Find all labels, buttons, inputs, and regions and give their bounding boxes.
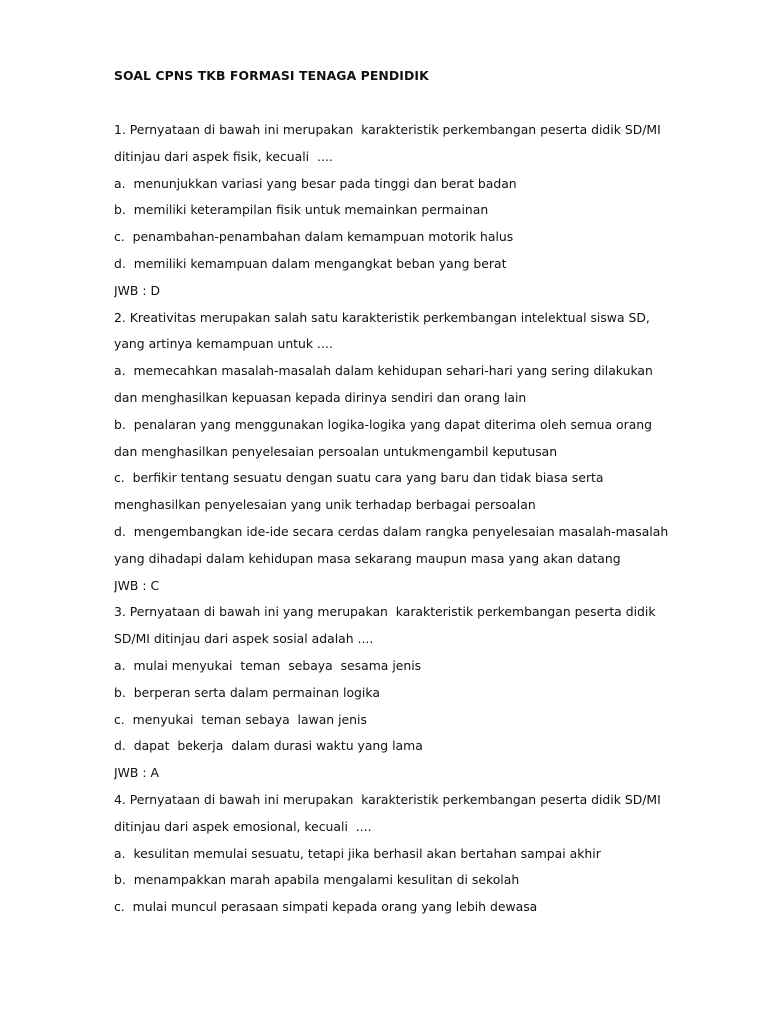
answer-option — [114, 468, 674, 495]
option-text: penalaran yang menggunakan logika-logika yang dapat diterima oleh semua orang — [133, 416, 653, 432]
option-text: menunjukkan variasi yang besar pada tinggi dan berat badan — [133, 175, 517, 191]
option-text: memecahkan masalah-masalah dalam kehidupan sehari-hari yang sering dilakukan — [133, 363, 653, 379]
question-number: 1. — [114, 122, 126, 137]
answer-option — [114, 227, 674, 254]
option-label: a. — [114, 363, 126, 379]
answer-key-text: JWB : C — [114, 577, 160, 593]
answer-option — [114, 683, 674, 710]
answer-key — [114, 281, 674, 308]
document-body — [114, 120, 674, 924]
question-stem-line — [114, 308, 674, 335]
answer-option-continuation — [114, 495, 674, 522]
question-stem-text: Pernyataan di bawah ini yang merupakan karakteristik perkembangan peserta didik — [129, 604, 656, 620]
answer-key-text: JWB : D — [114, 282, 160, 298]
option-label: b. — [114, 416, 126, 432]
option-text: yang dihadapi dalam kehidupan masa sekarang maupun masa yang akan datang — [114, 550, 621, 566]
document-title: SOAL CPNS TKB FORMASI TENAGA PENDIDIK — [114, 68, 429, 83]
answer-key-text: JWB : A — [114, 765, 159, 781]
option-label: b. — [114, 684, 126, 700]
option-label: c. — [114, 711, 125, 727]
question-stem-line — [114, 602, 674, 629]
answer-option — [114, 656, 674, 683]
option-text: mengembangkan ide-ide secara cerdas dalam rangka penyelesaian masalah-masalah — [133, 523, 669, 539]
question-number: 3. — [114, 604, 126, 620]
option-label: b. — [114, 202, 126, 218]
option-label: c. — [114, 470, 125, 486]
answer-option — [114, 710, 674, 737]
option-text: menyukai teman sebaya lawan jenis — [132, 711, 367, 727]
answer-option-continuation — [114, 442, 674, 469]
option-label: a. — [114, 657, 126, 673]
answer-option — [114, 897, 674, 924]
answer-option — [114, 200, 674, 227]
question-stem-line — [114, 817, 674, 844]
option-text: dan menghasilkan kepuasan kepada dirinya sendiri dan orang lain — [114, 389, 527, 405]
option-text: mulai menyukai teman sebaya sesama jenis — [133, 657, 422, 673]
option-text: menghasilkan penyelesaian yang unik terhadap berbagai persoalan — [114, 497, 536, 513]
option-text: memiliki keterampilan fisik untuk memainkan permainan — [133, 202, 489, 218]
question-stem-line — [114, 790, 674, 817]
answer-option-continuation — [114, 549, 674, 576]
option-text: memiliki kemampuan dalam mengangkat beban yang berat — [133, 255, 507, 271]
option-text: mulai muncul perasaan simpati kepada orang yang lebih dewasa — [132, 899, 538, 915]
option-text: dan menghasilkan penyelesaian persoalan untukmengambil keputusan — [114, 443, 558, 459]
answer-option — [114, 736, 674, 763]
option-text: berperan serta dalam permainan logika — [133, 684, 380, 700]
question-number: 2. — [114, 309, 126, 325]
answer-option — [114, 254, 674, 281]
option-text: berfikir tentang sesuatu dengan suatu cara yang baru dan tidak biasa serta — [132, 470, 604, 486]
answer-option — [114, 844, 674, 871]
question-stem-text: Pernyataan di bawah ini merupakan karakteristik perkembangan peserta didik SD/MI — [129, 791, 661, 807]
question-stem-text: SD/MI ditinjau dari aspek sosial adalah .... — [114, 631, 374, 647]
question-stem-line — [114, 120, 674, 147]
answer-option — [114, 522, 674, 549]
question-number: 4. — [114, 791, 126, 807]
option-label: a. — [114, 175, 126, 191]
option-text: menampakkan marah apabila mengalami kesulitan di sekolah — [133, 872, 520, 888]
option-label: d. — [114, 255, 126, 271]
option-text: kesulitan memulai sesuatu, tetapi jika berhasil akan bertahan sampai akhir — [133, 845, 601, 861]
question-stem-text: Pernyataan di bawah ini merupakan karakteristik perkembangan peserta didik SD/MI — [129, 122, 661, 137]
option-label: c. — [114, 229, 125, 245]
option-label: a. — [114, 845, 126, 861]
option-label: c. — [114, 899, 125, 915]
option-label: d. — [114, 738, 126, 754]
question-stem-line — [114, 334, 674, 361]
option-text: dapat bekerja dalam durasi waktu yang lama — [133, 738, 423, 754]
question-stem-text: Kreativitas merupakan salah satu karakteristik perkembangan intelektual siswa SD, — [129, 309, 650, 325]
question-stem-text: yang artinya kemampuan untuk .... — [114, 336, 333, 352]
answer-option — [114, 361, 674, 388]
option-text: penambahan-penambahan dalam kemampuan motorik halus — [132, 229, 514, 245]
question-stem-line — [114, 147, 674, 174]
answer-key — [114, 576, 674, 603]
answer-option — [114, 174, 674, 201]
question-stem-text: ditinjau dari aspek fisik, kecuali .... — [114, 148, 333, 164]
answer-option-continuation — [114, 388, 674, 415]
answer-key — [114, 763, 674, 790]
question-stem-text: ditinjau dari aspek emosional, kecuali .... — [114, 818, 372, 834]
question-stem-line — [114, 629, 674, 656]
option-label: b. — [114, 872, 126, 888]
option-label: d. — [114, 523, 126, 539]
answer-option — [114, 415, 674, 442]
answer-option — [114, 870, 674, 897]
